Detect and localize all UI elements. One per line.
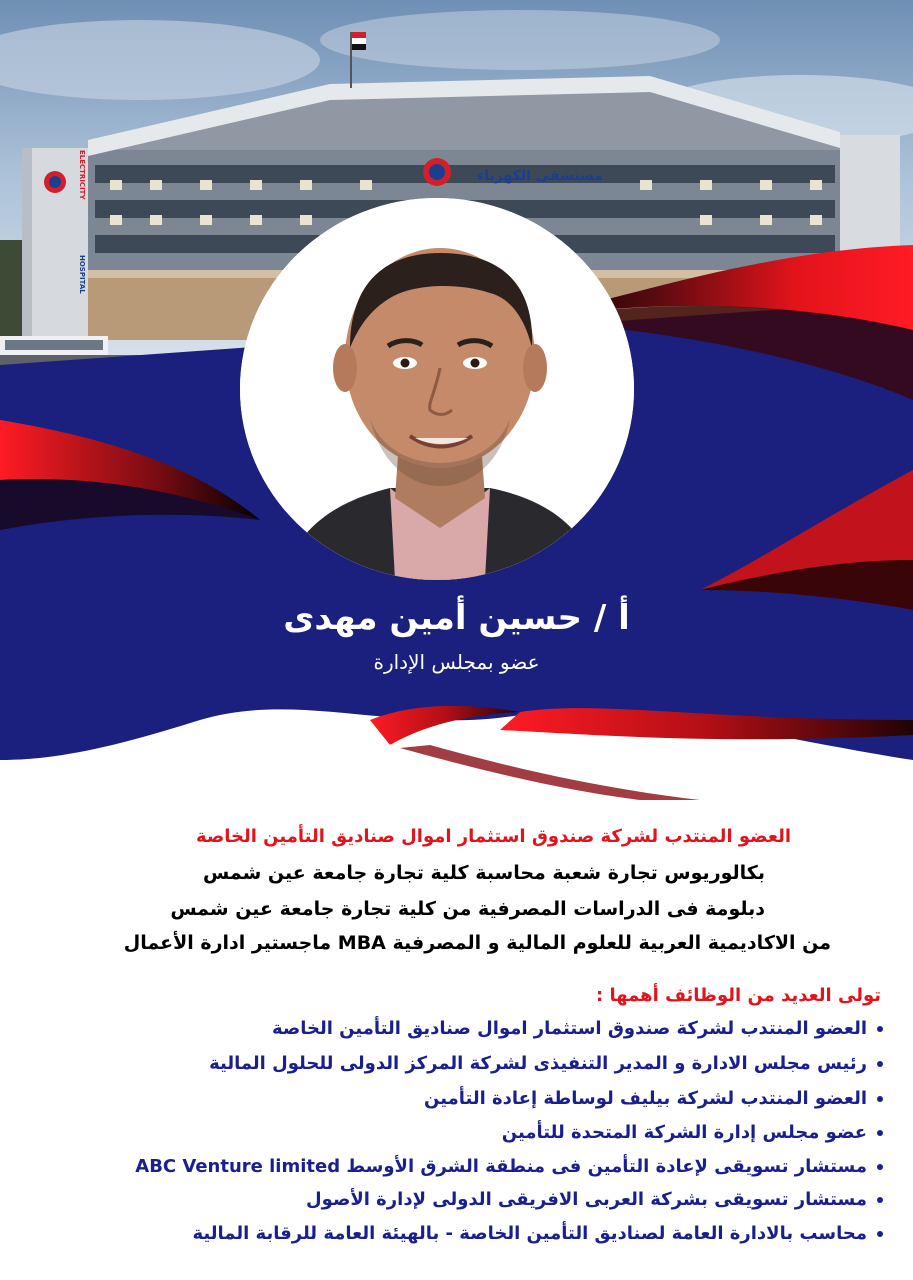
education-item: بكالوريوس تجارة شعبة محاسبة كلية تجارة جامعة عين شمس [203,862,765,884]
job-item: العضو المنتدب لشركة بيليف لوساطة إعادة التأمين [424,1088,883,1109]
education-item: من الاكاديمية العربية للعلوم المالية و المصرفية MBA ماجستير ادارة الأعمال [123,932,831,954]
bullet-icon [877,1197,883,1203]
bullet-icon [877,1164,883,1170]
person-role: عضو بمجلس الإدارة [373,650,540,674]
job-item: مستشار تسويقى بشركة العربى الافريقى الدولى لإدارة الأصول [306,1189,883,1210]
main-role-heading: العضو المنتدب لشركة صندوق استثمار اموال صناديق التأمين الخاصة [195,826,791,847]
bullet-icon [877,1096,883,1102]
job-item: محاسب بالادارة العامة لصناديق التأمين الخاصة - بالهيئة العامة للرقابة المالية [193,1223,884,1244]
job-item: رئيس مجلس الادارة و المدير التنفيذى لشركة المركز الدولى للحلول المالية [209,1053,883,1074]
education-item: دبلومة فى الدراسات المصرفية من كلية تجارة جامعة عين شمس [170,898,765,920]
bullet-icon [877,1231,883,1237]
svg-text:ELECTRICITY: ELECTRICITY [78,150,86,200]
job-item: العضو المنتدب لشركة صندوق استثمار اموال صناديق التأمين الخاصة [272,1018,883,1039]
person-name: أ / حسين أمين مهدى [283,598,630,638]
job-item: عضو مجلس إدارة الشركة المتحدة للتأمين [502,1122,883,1143]
profile-photo [240,198,634,580]
svg-text:HOSPITAL: HOSPITAL [78,255,86,294]
bullet-icon [877,1026,883,1032]
bullet-icon [877,1130,883,1136]
jobs-title: تولى العديد من الوظائف أهمها : [595,985,881,1006]
job-item: مستشار تسويقى لإعادة التأمين فى منطقة الشرق الأوسط ABC Venture limited [135,1156,883,1177]
building-sign: مستشفى الكهرباء [477,168,603,184]
bullet-icon [877,1061,883,1067]
